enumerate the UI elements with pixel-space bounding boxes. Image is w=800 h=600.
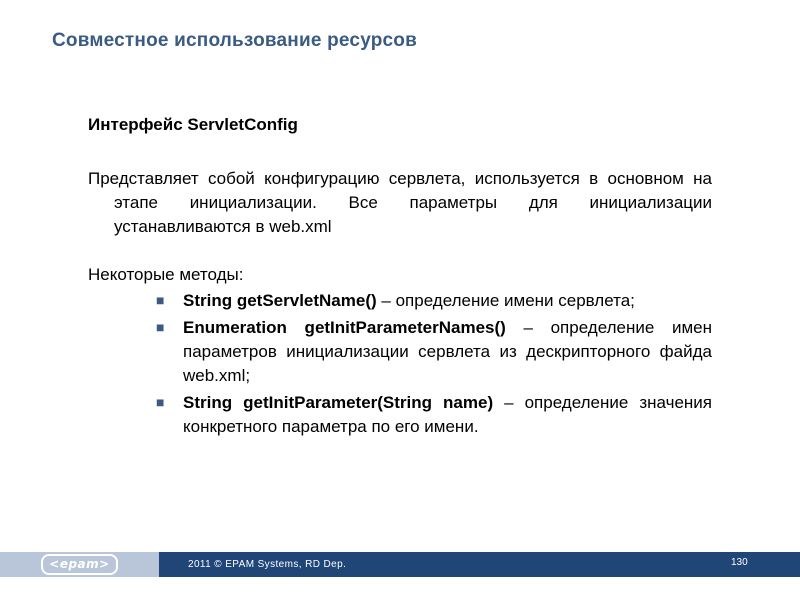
methods-intro: Некоторые методы: [88,265,244,284]
footer-logo-box [0,552,159,577]
list-item [156,289,712,313]
list-item [156,316,712,388]
footer-copyright: 2011 © EPAM Systems, RD Dep. [188,559,347,570]
method-signature: Enumeration getInitParameterNames() [183,318,506,337]
method-description: – определение имен параметров инициализации сервлета из дескрипторного файда web.xml; [183,318,712,385]
method-description: – определение значения конкретного параметра по его имени. [183,393,712,436]
method-description: – определение имени сервлета; [376,291,635,310]
bullet-icon: ■ [156,394,165,410]
footer [0,552,800,577]
footer-bar [159,552,800,577]
list-item [156,391,712,439]
bullet-icon: ■ [156,292,165,308]
bullet-icon: ■ [156,319,165,335]
method-signature: String getInitParameter(String name) [183,393,494,412]
method-list [88,289,712,439]
subheading: Интерфейс ServletConfig [88,115,298,134]
page-number: 130 [731,557,748,568]
slide-title: Совместное использование ресурсов [52,30,417,51]
method-signature: String getServletName() [183,291,377,310]
slide-content [88,113,712,442]
epam-logo: <epam> [41,554,117,575]
description-paragraph: Представляет собой конфигурацию сервлета, используется в основном на этапе инициализации. Все параметры для инициализации устанавливаются в web.xml [88,169,712,236]
